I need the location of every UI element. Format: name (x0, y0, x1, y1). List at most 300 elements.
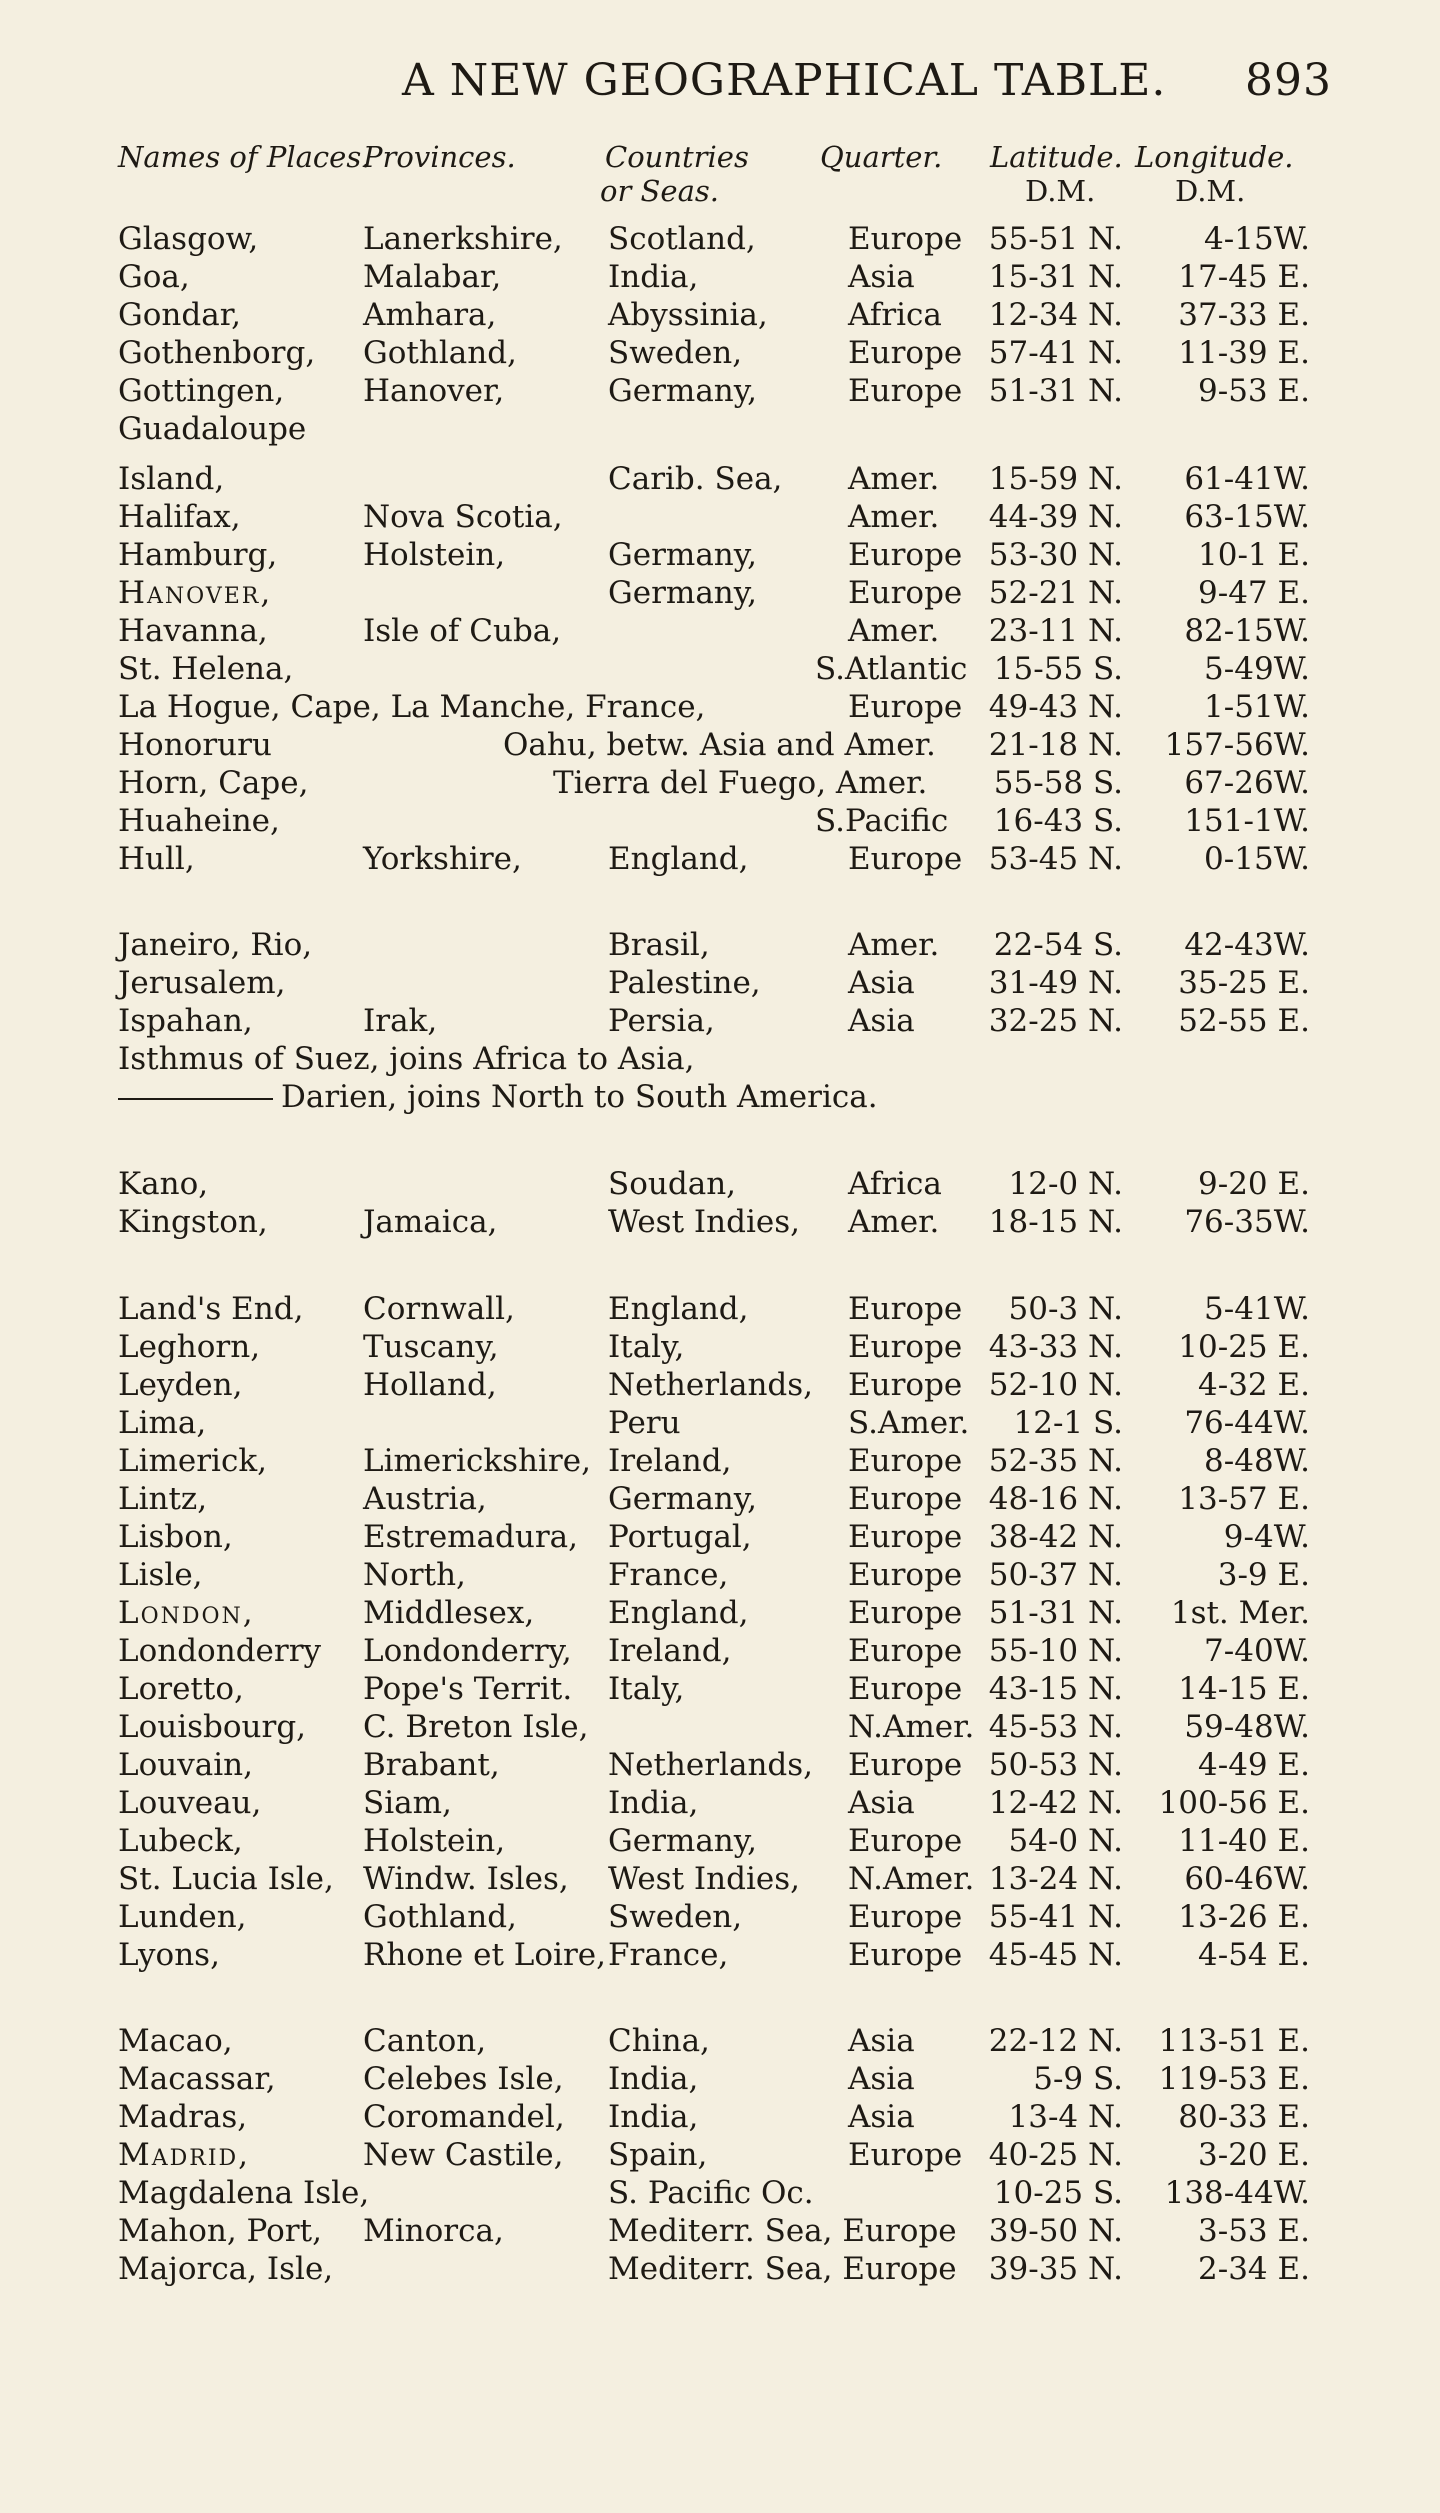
row-note (118, 1078, 878, 1116)
table-row (0, 2250, 1440, 2288)
table-row (0, 1632, 1440, 1670)
page-number: 893 (1245, 55, 1332, 106)
table-row (0, 1404, 1440, 1442)
latitude: 45-53 N. (988, 1709, 1123, 1745)
longitude: 63-15W. (1184, 499, 1310, 535)
latitude: 15-55 S. (993, 651, 1123, 687)
place-name: Hanover, (118, 575, 273, 611)
country: England, (608, 1291, 749, 1327)
province: Holstein, (363, 537, 506, 573)
table-row (0, 964, 1440, 1002)
table-row (0, 1040, 1440, 1078)
table-row (0, 2022, 1440, 2060)
latitude: 52-35 N. (988, 1443, 1123, 1479)
latitude: 50-3 N. (1008, 1291, 1123, 1327)
table-row (0, 1708, 1440, 1746)
province: Middlesex, (363, 1595, 535, 1631)
longitude: 119-53 E. (1158, 2061, 1310, 2097)
table-row (0, 1002, 1440, 1040)
place-name: St. Helena, (118, 651, 294, 687)
country: West Indies, (608, 1861, 800, 1897)
province: Minorca, (363, 2213, 504, 2249)
table-row (0, 1518, 1440, 1556)
longitude: 3-20 E. (1198, 2137, 1310, 2173)
longitude: 157-56W. (1164, 727, 1310, 763)
table-row (0, 574, 1440, 612)
place-name: Janeiro, Rio, (118, 927, 313, 963)
table-row (0, 372, 1440, 410)
country: Spain, (608, 2137, 708, 2173)
place-name: Lisle, (118, 1557, 203, 1593)
header-quarter: Quarter. (820, 140, 943, 174)
country: Germany, (608, 537, 758, 573)
place-name: Island, (118, 461, 225, 497)
latitude: 55-51 N. (988, 221, 1123, 257)
table-row (0, 1366, 1440, 1404)
country: Germany, (608, 1481, 758, 1517)
place-name: Louisbourg, (118, 1709, 307, 1745)
longitude: 14-15 E. (1178, 1671, 1310, 1707)
latitude: 49-43 N. (988, 689, 1123, 725)
header-or-seas: or Seas. (600, 174, 719, 208)
longitude: 113-51 E. (1158, 2023, 1310, 2059)
latitude: 12-1 S. (1013, 1405, 1123, 1441)
quarter: Europe (848, 1557, 963, 1593)
country-quarter: Mediterr. Sea, Europe (608, 2251, 957, 2287)
place-name: Havanna, (118, 613, 268, 649)
place-name: Lima, (118, 1405, 207, 1441)
quarter: Europe (848, 1899, 963, 1935)
table-row (0, 802, 1440, 840)
table-row (0, 1670, 1440, 1708)
latitude: 15-59 N. (988, 461, 1123, 497)
longitude: 9-47 E. (1198, 575, 1310, 611)
province: Windw. Isles, (363, 1861, 569, 1897)
longitude: 3-9 E. (1217, 1557, 1310, 1593)
longitude: 1st. Mer. (1170, 1595, 1310, 1631)
table-row (0, 1860, 1440, 1898)
longitude: 4-54 E. (1198, 1937, 1310, 1973)
quarter: S.Pacific (815, 803, 949, 839)
table-row (0, 258, 1440, 296)
table-row (0, 1078, 1440, 1116)
longitude: 67-26W. (1184, 765, 1310, 801)
latitude: 38-42 N. (988, 1519, 1123, 1555)
longitude: 82-15W. (1184, 613, 1310, 649)
latitude: 53-45 N. (988, 841, 1123, 877)
latitude: 55-58 S. (993, 765, 1123, 801)
table-row (0, 334, 1440, 372)
province: Pope's Territ. (363, 1671, 573, 1707)
longitude: 1-51W. (1204, 689, 1310, 725)
latitude: 57-41 N. (988, 335, 1123, 371)
longitude: 5-49W. (1204, 651, 1310, 687)
longitude: 0-15W. (1204, 841, 1310, 877)
longitude: 61-41W. (1184, 461, 1310, 497)
province: New Castile, (363, 2137, 564, 2173)
longitude: 13-57 E. (1178, 1481, 1310, 1517)
latitude: 16-43 S. (993, 803, 1123, 839)
country: China, (608, 2023, 710, 2059)
place-name: Honoruru (118, 727, 272, 763)
header-countries: Countries (605, 140, 749, 174)
geographical-table (0, 220, 1440, 2400)
quarter: Asia (848, 965, 915, 1001)
country: Ireland, (608, 1443, 732, 1479)
ditto-dash (118, 1098, 273, 1100)
quarter: Asia (848, 1785, 915, 1821)
quarter: Europe (848, 1671, 963, 1707)
place-name: Kano, (118, 1166, 209, 1202)
quarter: Asia (848, 2099, 915, 2135)
quarter: Europe (848, 689, 963, 725)
table-row (0, 1936, 1440, 1974)
latitude: 22-54 S. (993, 927, 1123, 963)
longitude: 60-46W. (1184, 1861, 1310, 1897)
country: Sweden, (608, 335, 743, 371)
country-quarter: Oahu, betw. Asia and Amer. (503, 727, 936, 763)
longitude: 10-1 E. (1198, 537, 1310, 573)
table-row (0, 410, 1440, 448)
quarter: Asia (848, 259, 915, 295)
province: Holstein, (363, 1823, 506, 1859)
country: S. Pacific Oc. (608, 2175, 814, 2211)
longitude: 4-15W. (1204, 221, 1310, 257)
quarter: Europe (848, 1823, 963, 1859)
table-row (0, 2136, 1440, 2174)
province: Isle of Cuba, (363, 613, 562, 649)
quarter: Africa (848, 297, 942, 333)
province: Lanerkshire, (363, 221, 563, 257)
latitude: 39-50 N. (988, 2213, 1123, 2249)
table-row (0, 840, 1440, 878)
province: Austria, (363, 1481, 487, 1517)
quarter: S.Amer. (848, 1405, 970, 1441)
latitude: 13-24 N. (988, 1861, 1123, 1897)
place-name: Leyden, (118, 1367, 243, 1403)
row-note: Isthmus of Suez, joins Africa to Asia, (118, 1041, 695, 1077)
latitude: 55-41 N. (988, 1899, 1123, 1935)
country: Sweden, (608, 1899, 743, 1935)
country: Persia, (608, 1003, 715, 1039)
country: India, (608, 2061, 699, 2097)
table-row (0, 1594, 1440, 1632)
quarter: Europe (848, 841, 963, 877)
longitude: 17-45 E. (1178, 259, 1310, 295)
province: Coromandel, (363, 2099, 565, 2135)
latitude: 54-0 N. (1008, 1823, 1123, 1859)
place-name: Gothenborg, (118, 335, 316, 371)
column-headers (0, 140, 1440, 220)
latitude: 12-34 N. (988, 297, 1123, 333)
country: Italy, (608, 1671, 685, 1707)
row-note: La Hogue, Cape, La Manche, France, (118, 689, 706, 725)
province: Yorkshire, (363, 841, 522, 877)
latitude: 48-16 N. (988, 1481, 1123, 1517)
country: Peru (608, 1405, 681, 1441)
table-row (0, 1556, 1440, 1594)
table-row (0, 1898, 1440, 1936)
latitude: 32-25 N. (988, 1003, 1123, 1039)
quarter: Asia (848, 1003, 915, 1039)
place-name: Macao, (118, 2023, 233, 2059)
table-row (0, 2212, 1440, 2250)
country: India, (608, 2099, 699, 2135)
place-name: Macassar, (118, 2061, 276, 2097)
country-quarter: Tierra del Fuego, Amer. (553, 765, 928, 801)
country: Carib. Sea, (608, 461, 783, 497)
province: Amhara, (363, 297, 497, 333)
place-name: Londonderry (118, 1633, 322, 1669)
table-row (0, 1480, 1440, 1518)
quarter: Europe (848, 1595, 963, 1631)
quarter: Amer. (848, 1204, 940, 1240)
place-name: Jerusalem, (118, 965, 286, 1001)
latitude: 18-15 N. (988, 1204, 1123, 1240)
province: Hanover, (363, 373, 505, 409)
quarter: Europe (848, 221, 963, 257)
latitude: 50-37 N. (988, 1557, 1123, 1593)
longitude: 37-33 E. (1178, 297, 1310, 333)
row-note-text: Darien, joins North to South America. (281, 1079, 878, 1115)
quarter: Amer. (848, 613, 940, 649)
table-row (0, 460, 1440, 498)
latitude: 12-0 N. (1008, 1166, 1123, 1202)
latitude: 44-39 N. (988, 499, 1123, 535)
place-name: Majorca, Isle, (118, 2251, 334, 2287)
table-row (0, 498, 1440, 536)
province: Nova Scotia, (363, 499, 563, 535)
quarter: Europe (848, 1937, 963, 1973)
running-head (0, 55, 1440, 115)
place-name: Lisbon, (118, 1519, 233, 1555)
quarter: Europe (848, 1329, 963, 1365)
quarter: N.Amer. (848, 1861, 975, 1897)
country: Germany, (608, 575, 758, 611)
province: Jamaica, (363, 1204, 498, 1240)
latitude: 21-18 N. (988, 727, 1123, 763)
province: Rhone et Loire, (363, 1937, 606, 1973)
latitude: 51-31 N. (988, 1595, 1123, 1631)
table-row (0, 726, 1440, 764)
province: Tuscany, (363, 1329, 499, 1365)
place-name: Lubeck, (118, 1823, 243, 1859)
quarter: Europe (848, 1291, 963, 1327)
place-name: Loretto, (118, 1671, 244, 1707)
place-name: Ispahan, (118, 1003, 253, 1039)
latitude: 52-10 N. (988, 1367, 1123, 1403)
latitude: 23-11 N. (988, 613, 1123, 649)
longitude: 80-33 E. (1178, 2099, 1310, 2135)
quarter: Europe (848, 335, 963, 371)
province: Cornwall, (363, 1291, 515, 1327)
place-name: Land's End, (118, 1291, 304, 1327)
place-name: Mahon, Port, (118, 2213, 322, 2249)
latitude: 22-12 N. (988, 2023, 1123, 2059)
longitude: 3-53 E. (1198, 2213, 1310, 2249)
quarter: Europe (848, 1747, 963, 1783)
longitude: 59-48W. (1184, 1709, 1310, 1745)
header-provinces: Provinces. (363, 140, 516, 174)
country: Brasil, (608, 927, 710, 963)
place-name: Madras, (118, 2099, 248, 2135)
place-name: Kingston, (118, 1204, 268, 1240)
table-row (0, 1822, 1440, 1860)
place-name: Louvain, (118, 1747, 253, 1783)
quarter: Europe (848, 1519, 963, 1555)
province: Holland, (363, 1367, 497, 1403)
latitude: 31-49 N. (988, 965, 1123, 1001)
longitude: 8-48W. (1204, 1443, 1310, 1479)
table-row (0, 764, 1440, 802)
page-title: A NEW GEOGRAPHICAL TABLE. (402, 55, 1167, 106)
place-name: Louveau, (118, 1785, 262, 1821)
country: West Indies, (608, 1204, 800, 1240)
country: Germany, (608, 1823, 758, 1859)
latitude: 5-9 S. (1033, 2061, 1123, 2097)
country: Palestine, (608, 965, 761, 1001)
place-name: Gondar, (118, 297, 241, 333)
longitude: 52-55 E. (1178, 1003, 1310, 1039)
table-row (0, 612, 1440, 650)
quarter: Europe (848, 1367, 963, 1403)
province: C. Breton Isle, (363, 1709, 589, 1745)
latitude: 51-31 N. (988, 373, 1123, 409)
longitude: 4-49 E. (1198, 1747, 1310, 1783)
place-name: London, (118, 1595, 255, 1631)
province: Estremadura, (363, 1519, 579, 1555)
latitude: 43-33 N. (988, 1329, 1123, 1365)
table-row (0, 536, 1440, 574)
country-quarter: Mediterr. Sea, Europe (608, 2213, 957, 2249)
country: Ireland, (608, 1633, 732, 1669)
table-row (0, 926, 1440, 964)
longitude: 100-56 E. (1158, 1785, 1310, 1821)
table-row (0, 688, 1440, 726)
country: India, (608, 1785, 699, 1821)
country: India, (608, 259, 699, 295)
place-name: Lintz, (118, 1481, 208, 1517)
country: France, (608, 1557, 729, 1593)
longitude: 76-35W. (1184, 1204, 1310, 1240)
place-name: Madrid, (118, 2137, 251, 2173)
quarter: Europe (848, 1633, 963, 1669)
table-row (0, 2060, 1440, 2098)
quarter: Amer. (848, 927, 940, 963)
header-longitude: Longitude. (1135, 140, 1294, 174)
quarter: N.Amer. (848, 1709, 975, 1745)
longitude: 11-39 E. (1178, 335, 1310, 371)
table-row (0, 1328, 1440, 1366)
country: England, (608, 841, 749, 877)
table-row (0, 1165, 1440, 1203)
longitude: 10-25 E. (1178, 1329, 1310, 1365)
header-places: Names of Places. (118, 140, 371, 174)
quarter: Europe (848, 2137, 963, 2173)
table-row (0, 1290, 1440, 1328)
province: Brabant, (363, 1747, 500, 1783)
place-name: Goa, (118, 259, 190, 295)
longitude: 138-44W. (1164, 2175, 1310, 2211)
quarter: Amer. (848, 499, 940, 535)
place-name: Guadaloupe (118, 411, 307, 447)
place-name: Lunden, (118, 1899, 247, 1935)
country: France, (608, 1937, 729, 1973)
latitude: 53-30 N. (988, 537, 1123, 573)
province: Canton, (363, 2023, 487, 2059)
longitude: 13-26 E. (1178, 1899, 1310, 1935)
place-name: Limerick, (118, 1443, 267, 1479)
quarter: Europe (848, 1481, 963, 1517)
quarter: Europe (848, 373, 963, 409)
country: Scotland, (608, 221, 756, 257)
table-row (0, 2098, 1440, 2136)
longitude: 2-34 E. (1198, 2251, 1310, 2287)
latitude: 45-45 N. (988, 1937, 1123, 1973)
country: Abyssinia, (608, 297, 768, 333)
province: Malabar, (363, 259, 502, 295)
table-row (0, 650, 1440, 688)
place-name: Horn, Cape, (118, 765, 309, 801)
table-row (0, 296, 1440, 334)
latitude: 15-31 N. (988, 259, 1123, 295)
latitude: 52-21 N. (988, 575, 1123, 611)
quarter: Europe (848, 575, 963, 611)
longitude: 5-41W. (1204, 1291, 1310, 1327)
quarter: Europe (848, 1443, 963, 1479)
latitude: 39-35 N. (988, 2251, 1123, 2287)
longitude: 4-32 E. (1198, 1367, 1310, 1403)
country: Netherlands, (608, 1367, 814, 1403)
longitude: 151-1W. (1184, 803, 1310, 839)
table-row (0, 220, 1440, 258)
place-name: Huaheine, (118, 803, 280, 839)
place-name: Glasgow, (118, 221, 259, 257)
quarter: Africa (848, 1166, 942, 1202)
table-row (0, 1746, 1440, 1784)
country: England, (608, 1595, 749, 1631)
country: Soudan, (608, 1166, 737, 1202)
country: Germany, (608, 373, 758, 409)
header-latitude: Latitude. (990, 140, 1123, 174)
longitude: 11-40 E. (1178, 1823, 1310, 1859)
longitude: 7-40W. (1204, 1633, 1310, 1669)
header-lat-unit: D.M. (1025, 174, 1096, 208)
latitude: 10-25 S. (993, 2175, 1123, 2211)
province: Gothland, (363, 335, 517, 371)
country: Portugal, (608, 1519, 752, 1555)
province: North, (363, 1557, 466, 1593)
header-lon-unit: D.M. (1175, 174, 1246, 208)
province: Londonderry, (363, 1633, 572, 1669)
place-name: Leghorn, (118, 1329, 261, 1365)
quarter: S.Atlantic (815, 651, 968, 687)
latitude: 12-42 N. (988, 1785, 1123, 1821)
table-row (0, 2174, 1440, 2212)
quarter: Asia (848, 2023, 915, 2059)
quarter: Amer. (848, 461, 940, 497)
table-row (0, 1203, 1440, 1241)
country: Netherlands, (608, 1747, 814, 1783)
place-name: Hull, (118, 841, 195, 877)
province: Irak, (363, 1003, 438, 1039)
country: Italy, (608, 1329, 685, 1365)
longitude: 9-20 E. (1198, 1166, 1310, 1202)
province: Siam, (363, 1785, 452, 1821)
place-name: Gottingen, (118, 373, 285, 409)
longitude: 9-53 E. (1198, 373, 1310, 409)
quarter: Asia (848, 2061, 915, 2097)
